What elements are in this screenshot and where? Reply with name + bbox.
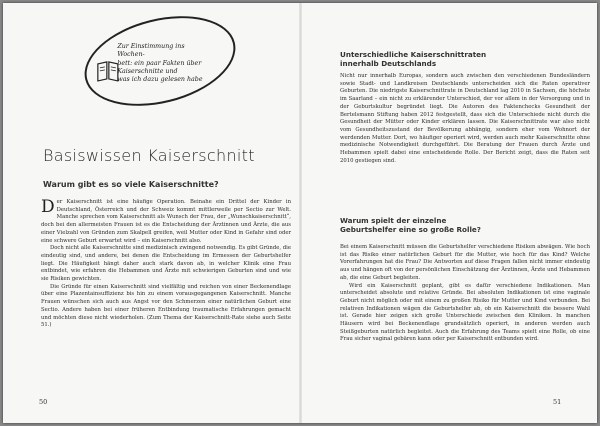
heading-line: Unterschiedliche Kaiserschnittraten: [340, 50, 487, 59]
right-page: [302, 3, 597, 423]
book-spread: [3, 3, 597, 423]
right-body-text-2: [340, 244, 590, 344]
note-line: bett: ein paar Fakten über: [117, 59, 202, 67]
section-heading-kaiserschnittraten: [340, 50, 580, 68]
section-title: Warum gibt es so viele Kaiserschnitte?: [43, 180, 219, 189]
note-line: Kaiserschnitte und: [117, 67, 178, 75]
paragraph: Nicht nur innerhalb Europas, sondern auch zwischen den verschiedenen Bundesländern sowie Stadt- und Landkreisen Deutschlands unterscheiden sich die Raten operativer Geburten. Die niedrigste Kaiserschnittrate in Deutschland lag 2010 in Sachsen, die höchste im Saarland – ein nicht zu erklärender Unterschied, der vor allem in der Versorgung und in der Geburtskultur begründet liegt. Die Autoren des Faktenchecks Gesundheit der Bertelsmann Stiftung haben 2012 festgestellt, dass sich die Unterschiede nicht durch die Gesundheit der Mütter oder Kinder erklären lassen. Die Kaiserschnittrate war also nicht vom Gesundheitszustand der Bevölkerung abhängig, sondern eher vom Wohnort der werdenden Mutter. Dort, wo häufiger operiert wird, werden auch mehr Kaiserschnitte ohne medizinische Notwendigkeit durchgeführt. Die Beratung der Frauen durch Ärzte und Hebammen spielt dabei eine entscheidende Rolle. Der Bericht zeigt, dass die Raten seit 2010 gestiegen sind.: [340, 73, 590, 164]
paragraph: Die Gründe für einen Kaiserschnitt sind vielfältig und reichen von einer Beckenendlage über eine Plazentainsuffizienz bis hin zu einem vorausgegangenen Kaiserschnitt. Manche Frauen wünschen sich auch aus Angst vor den Schmerzen einer natürlichen Geburt eine Sectio. Andere haben bei einer früheren Entbindung traumatische Erfahrungen gemacht und möchten diese nicht wiederholen. (Zum Thema der Kaiserschnitt-Rate siehe auch Seite 51.): [41, 283, 291, 329]
heading-line: Warum spielt der einzelne: [340, 216, 447, 225]
left-body-text: [41, 199, 291, 330]
paragraph: [41, 199, 291, 245]
note-line: Zur Einstimmung ins Wochen-: [117, 42, 185, 59]
book-icon: [96, 60, 120, 82]
note-line: was ich dazu gelesen habe: [117, 75, 203, 83]
paragraph: Wird ein Kaiserschnitt geplant, gibt es dafür verschiedene Indikationen. Man unterscheidet absolute und relative Gründe. Bei absoluten Indikationen ist eine vaginale Geburt nicht möglich oder mit einem zu großen Risiko für Mutter und Kind verbunden. Bei relativen Indikationen wägen die Geburtshelfer ab, ob ein Kaiserschnitt die bessere Wahl ist. Gerade hier zeigen sich große Unterschiede zwischen den Kliniken. In manchen Häusern wird bei Beckenendlage grundsätzlich operiert, in anderen werden auch Steißgeburten natürlich begleitet. Auch die Erfahrung des Teams spielt eine Rolle, ob eine Frau sicher vaginal gebären kann oder per Kaiserschnitt entbunden wird.: [340, 282, 590, 343]
chapter-title: Basiswissen Kaiserschnitt: [43, 146, 255, 165]
drop-cap: D: [41, 197, 55, 217]
paragraph: Bei einem Kaiserschnitt müssen die Geburtshelfer verschiedene Risiken abwägen. Wie hoch ist das Risiko einer natürlichen Geburt für die Mutter, wie hoch für das Kind? Welche Vorerfahrungen hat die Frau? Die Antworten auf diese Fragen fallen nicht immer eindeutig aus und hängen oft von der persönlichen Einschätzung der Ärztinnen, Ärzte und Hebammen ab, die eine Geburt begleiten.: [340, 244, 590, 281]
page-number: 50: [39, 398, 48, 406]
heading-line: Geburtshelfer eine so große Rolle?: [340, 225, 481, 234]
paragraph: Doch nicht alle Kaiserschnitte sind medizinisch zwingend notwendig. Es gibt Gründe, die eindeutig sind, und andere, bei denen die Entscheidung im Ermessen der Geburtshelfer liegt. Die Häufigkeit hängt daher auch stark davon ab, in welcher Klinik eine Frau entbindet, wie erfahren die Hebammen und Ärzte mit schwierigen Geburten sind und wie sie Risiken gewichten.: [41, 245, 291, 283]
paragraph-text: er Kaiserschnitt ist eine häufige Operation. Beinahe ein Drittel der Kinder in Deutschland, Österreich und der Schweiz kommt mittlerweile per Sectio zur Welt. Manche sprechen vom Kaiserschnitt als Wunsch der Frau, der „Wunschkaiserschnitt“, doch bei den allermeisten Frauen ist es die Entscheidung der Ärztinnen und Ärzte, die aus einer Vielzahl von Gründen zum Skalpell greifen, weil Mutter oder Kind in Gefahr sind oder eine schwere Geburt erwartet wird – ein Kaiserschnitt also.: [41, 199, 291, 244]
note-text: [117, 43, 213, 84]
heading-line: innerhalb Deutschlands: [340, 59, 437, 68]
page-number: 51: [553, 398, 562, 406]
section-heading-geburtshelfer: [340, 216, 580, 234]
note-callout: [75, 2, 245, 121]
right-body-text-1: [340, 73, 590, 165]
left-page: [3, 3, 299, 423]
